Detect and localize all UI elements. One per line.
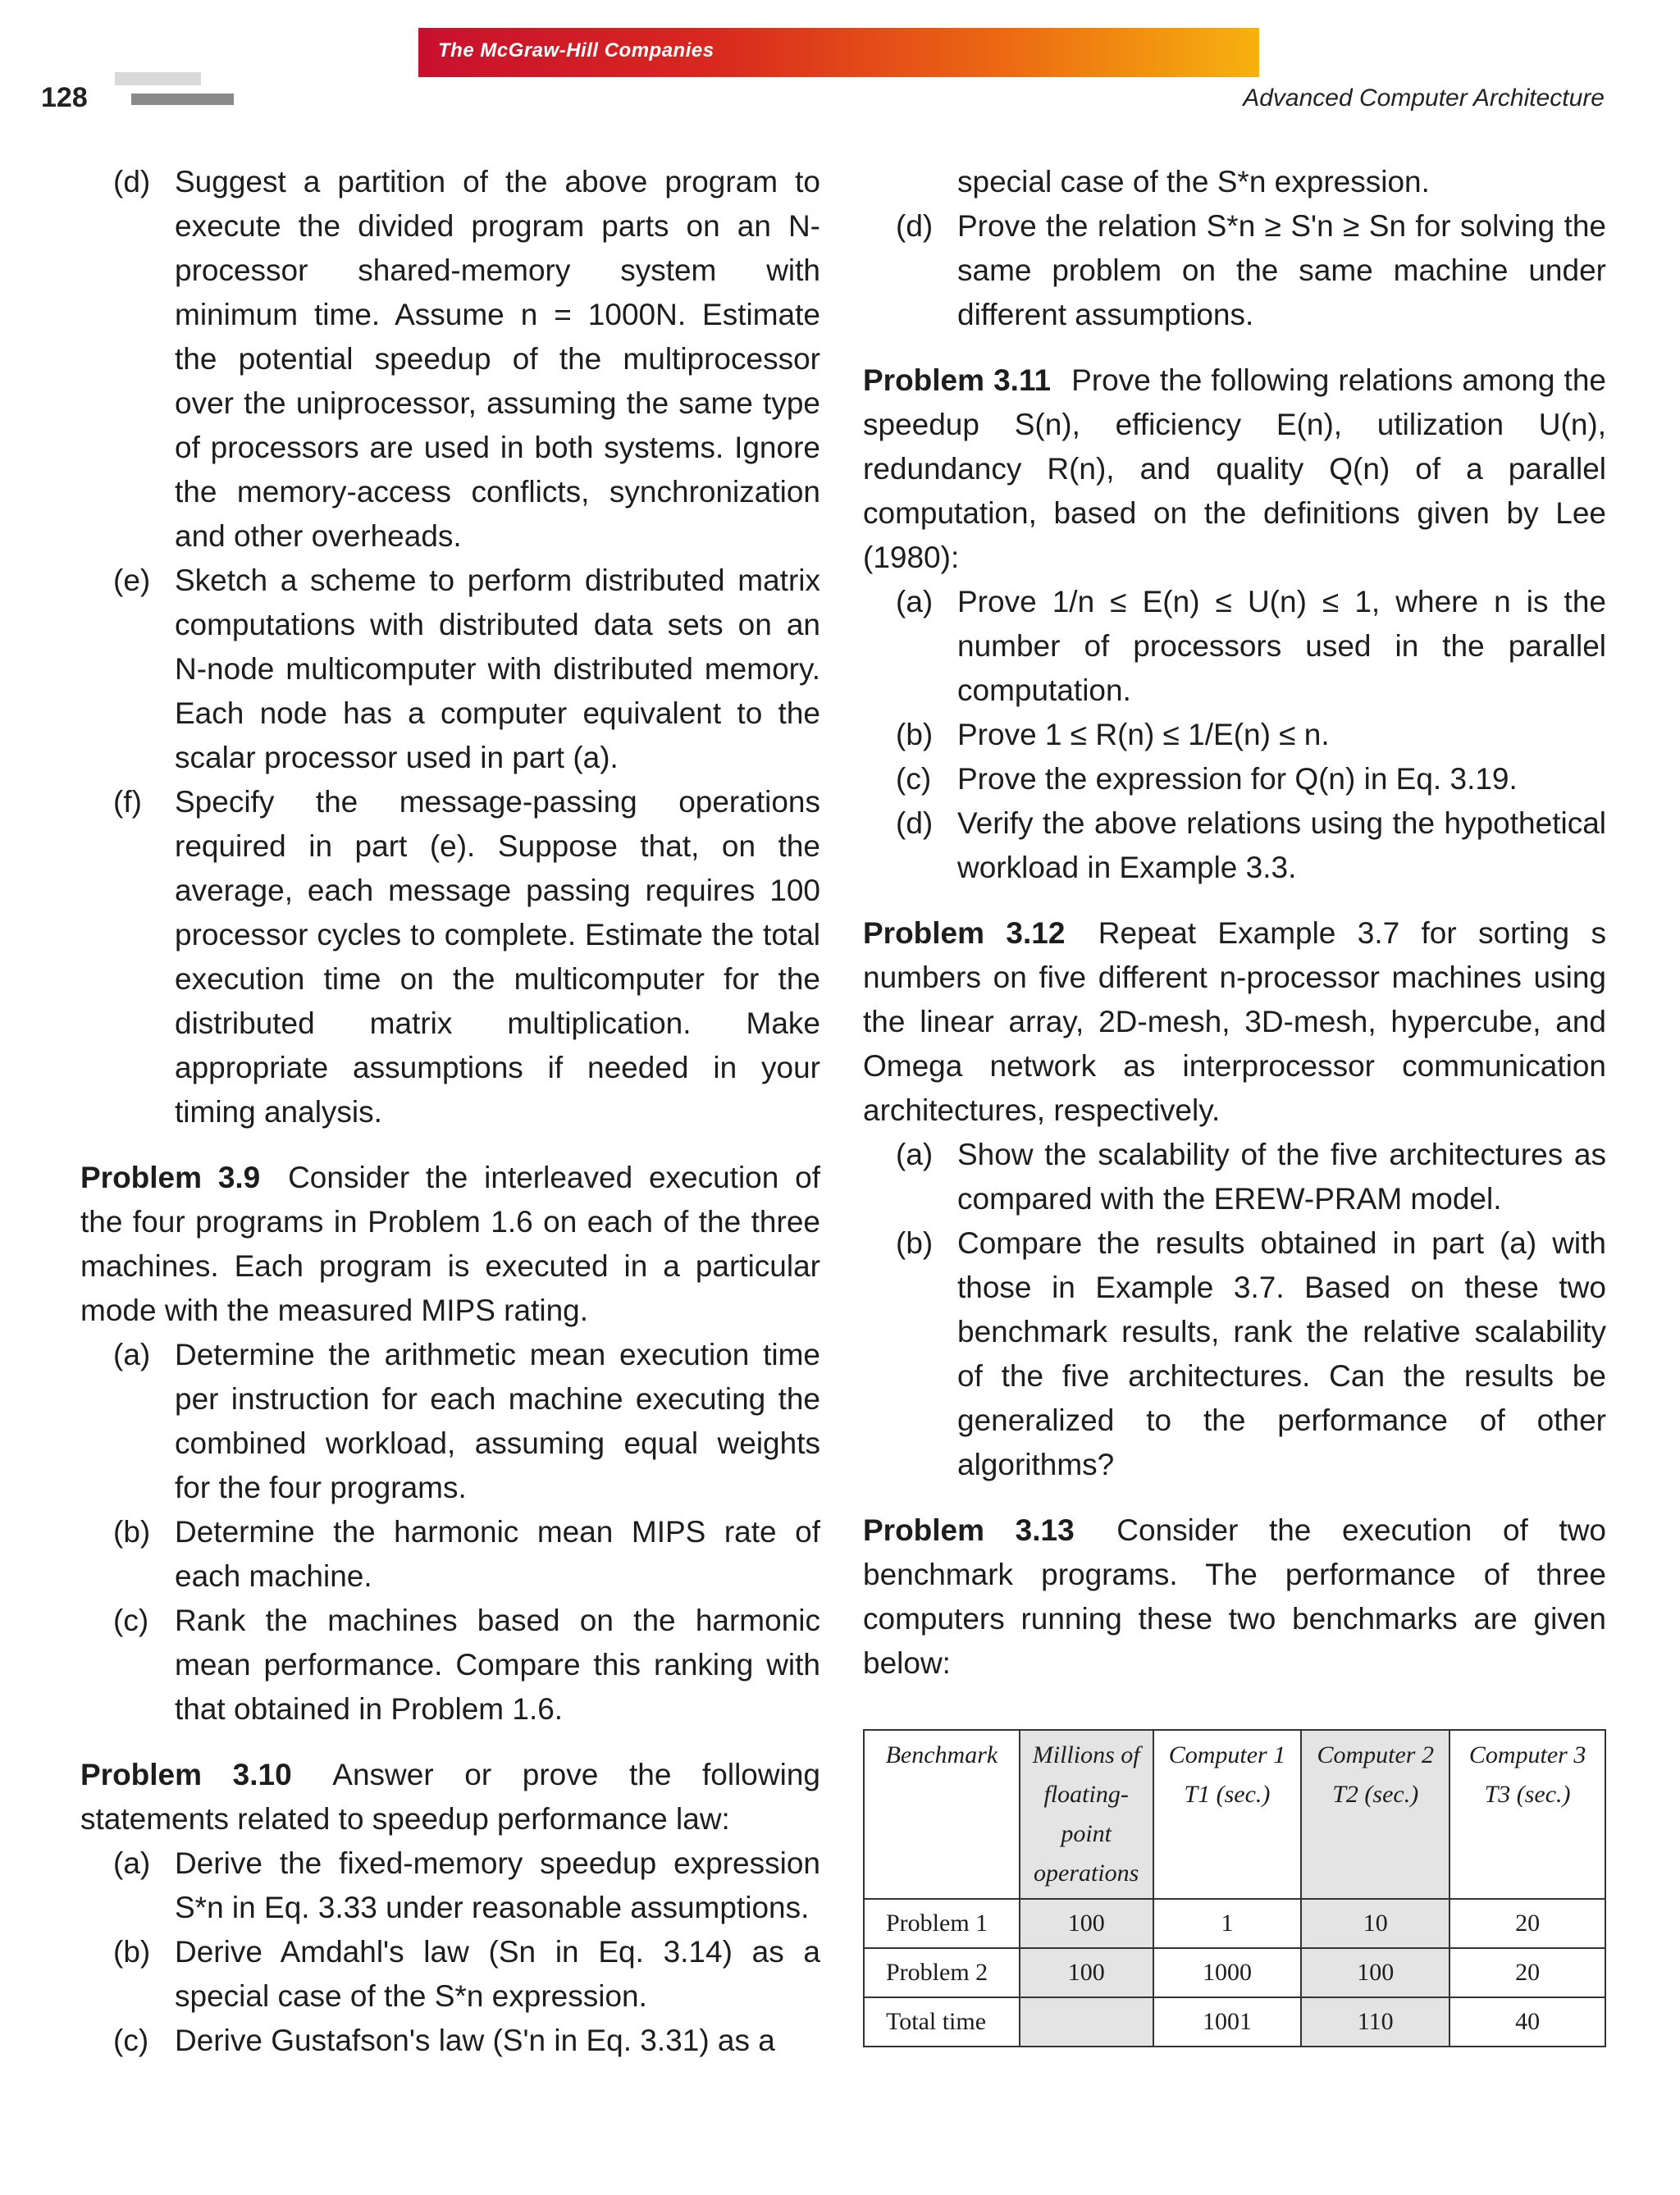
table-header: Millions of floating-point operations bbox=[1020, 1730, 1153, 1899]
table-row bbox=[864, 1997, 1605, 2047]
running-title: Advanced Computer Architecture bbox=[1243, 84, 1605, 112]
table-cell: 100 bbox=[1301, 1948, 1449, 1997]
table-cell: Problem 2 bbox=[864, 1948, 1020, 1997]
problem-3-13: Problem 3.13 Consider the execution of two benchmark programs. The performance of three computers running these two benchmarks are given below: bbox=[863, 1513, 1606, 1680]
table-header: Benchmark bbox=[864, 1730, 1020, 1899]
table-header: Computer 3 T3 (sec.) bbox=[1449, 1730, 1605, 1899]
problem-title: Problem 3.13 bbox=[863, 1513, 1075, 1547]
table-cell: 100 bbox=[1020, 1948, 1153, 1997]
problem-title: Problem 3.10 bbox=[80, 1758, 292, 1791]
list-item: (b) Compare the results obtained in part (a) with those in Example 3.7. Based on these two benchmark results, rank the relative scalability of the five architectures. Can the results be generalized to the performance of other algorithms? bbox=[896, 1226, 1606, 1481]
table-row bbox=[864, 1948, 1605, 1997]
table-cell: 1000 bbox=[1153, 1948, 1302, 1997]
table-cell: Problem 1 bbox=[864, 1899, 1020, 1948]
list-item: (e) Sketch a scheme to perform distributed matrix computations with distributed data sets on an N-node multicomputer with distributed memory. Each node has a computer equivalent to the scalar processor used in part (a). bbox=[113, 564, 820, 774]
table-cell: 20 bbox=[1449, 1948, 1605, 1997]
table-cell: 20 bbox=[1449, 1899, 1605, 1948]
list-item: (f) Specify the message-passing operations required in part (e). Suppose that, on the average, each message passing requires 100 processor cycles to complete. Estimate the total execution time on the multicomputer for the distributed matrix multiplication. Make appropriate assumptions if needed in your timing analysis. bbox=[113, 785, 820, 1129]
table-header-row bbox=[864, 1730, 1605, 1899]
problem-title: Problem 3.9 bbox=[80, 1161, 261, 1194]
list-item: (a) Show the scalability of the five architectures as compared with the EREW-PRAM model. bbox=[896, 1138, 1606, 1216]
list-item: (c) Prove the expression for Q(n) in Eq. 3.19. bbox=[896, 762, 1518, 796]
list-item: (a) Prove 1/n ≤ E(n) ≤ U(n) ≤ 1, where n is the number of processors used in the parallel computation. bbox=[896, 585, 1606, 707]
problem-title: Problem 3.12 bbox=[863, 916, 1066, 950]
list-item: (b) Prove 1 ≤ R(n) ≤ 1/E(n) ≤ n. bbox=[896, 718, 1330, 751]
decorative-bar bbox=[131, 94, 234, 105]
list-item: (d) Prove the relation S*n ≥ S'n ≥ Sn for solving the same problem on the same machine under different assumptions. bbox=[896, 209, 1606, 331]
list-item: (b) Determine the harmonic mean MIPS rate of each machine. bbox=[113, 1515, 820, 1593]
decorative-bar bbox=[115, 72, 201, 85]
right-column bbox=[863, 160, 1606, 1686]
problem-3-10: Problem 3.10 Answer or prove the following statements related to speedup performance law: bbox=[80, 1758, 820, 1836]
page-number: 128 bbox=[41, 82, 88, 113]
table-cell: Total time bbox=[864, 1997, 1020, 2047]
table-cell: 1 bbox=[1153, 1899, 1302, 1948]
table-header: Computer 1 T1 (sec.) bbox=[1153, 1730, 1302, 1899]
table-header: Computer 2 T2 (sec.) bbox=[1301, 1730, 1449, 1899]
table-cell: 100 bbox=[1020, 1899, 1153, 1948]
table-cell bbox=[1020, 1997, 1153, 2047]
table-cell: 40 bbox=[1449, 1997, 1605, 2047]
problem-3-11: Problem 3.11 Prove the following relations among the speedup S(n), efficiency E(n), utilization U(n), redundancy R(n), and quality Q(n) of a parallel computation, based on the definitions given by Lee (1980): bbox=[863, 363, 1606, 574]
list-item: (a) Determine the arithmetic mean execution time per instruction for each machine executing the combined workload, assuming equal weights for the four programs. bbox=[113, 1338, 820, 1504]
list-item: (d) Verify the above relations using the hypothetical workload in Example 3.3. bbox=[896, 806, 1606, 884]
table-cell: 1001 bbox=[1153, 1997, 1302, 2047]
benchmark-table bbox=[863, 1729, 1606, 2047]
continued-text: special case of the S*n expression. bbox=[957, 165, 1430, 199]
publisher-name: The McGraw-Hill Companies bbox=[438, 39, 714, 62]
problem-3-9: Problem 3.9 Consider the interleaved execution of the four programs in Problem 1.6 on each of the three machines. Each program is executed in a particular mode with the measured MIPS rating. bbox=[80, 1161, 820, 1327]
list-item: (a) Derive the fixed-memory speedup expression S*n in Eq. 3.33 under reasonable assumptions. bbox=[113, 1846, 820, 1924]
table-cell: 110 bbox=[1301, 1997, 1449, 2047]
publisher-banner bbox=[418, 28, 1259, 77]
problem-title: Problem 3.11 bbox=[863, 363, 1052, 397]
list-item: (b) Derive Amdahl's law (Sn in Eq. 3.14) as a special case of the S*n expression. bbox=[113, 1935, 820, 2013]
problem-3-12: Problem 3.12 Repeat Example 3.7 for sorting s numbers on five different n-processor machines using the linear array, 2D-mesh, 3D-mesh, hypercube, and Omega network as interprocessor communication architectures, respectively. bbox=[863, 916, 1606, 1127]
list-item: (d) Suggest a partition of the above program to execute the divided program parts on an N-processor shared-memory system with minimum time. Assume n = 1000N. Estimate the potential speedup of the multiprocessor over the uniprocessor, assuming the same type of processors are used in both systems. Ignore the memory-access conflicts, synchronization and other overheads. bbox=[113, 165, 820, 553]
list-item: (c) Derive Gustafson's law (S'n in Eq. 3.31) as a bbox=[113, 2024, 775, 2057]
table-row bbox=[864, 1899, 1605, 1948]
left-column bbox=[80, 160, 820, 2063]
list-item: (c) Rank the machines based on the harmonic mean performance. Compare this ranking with that obtained in Problem 1.6. bbox=[113, 1604, 820, 1726]
table-cell: 10 bbox=[1301, 1899, 1449, 1948]
